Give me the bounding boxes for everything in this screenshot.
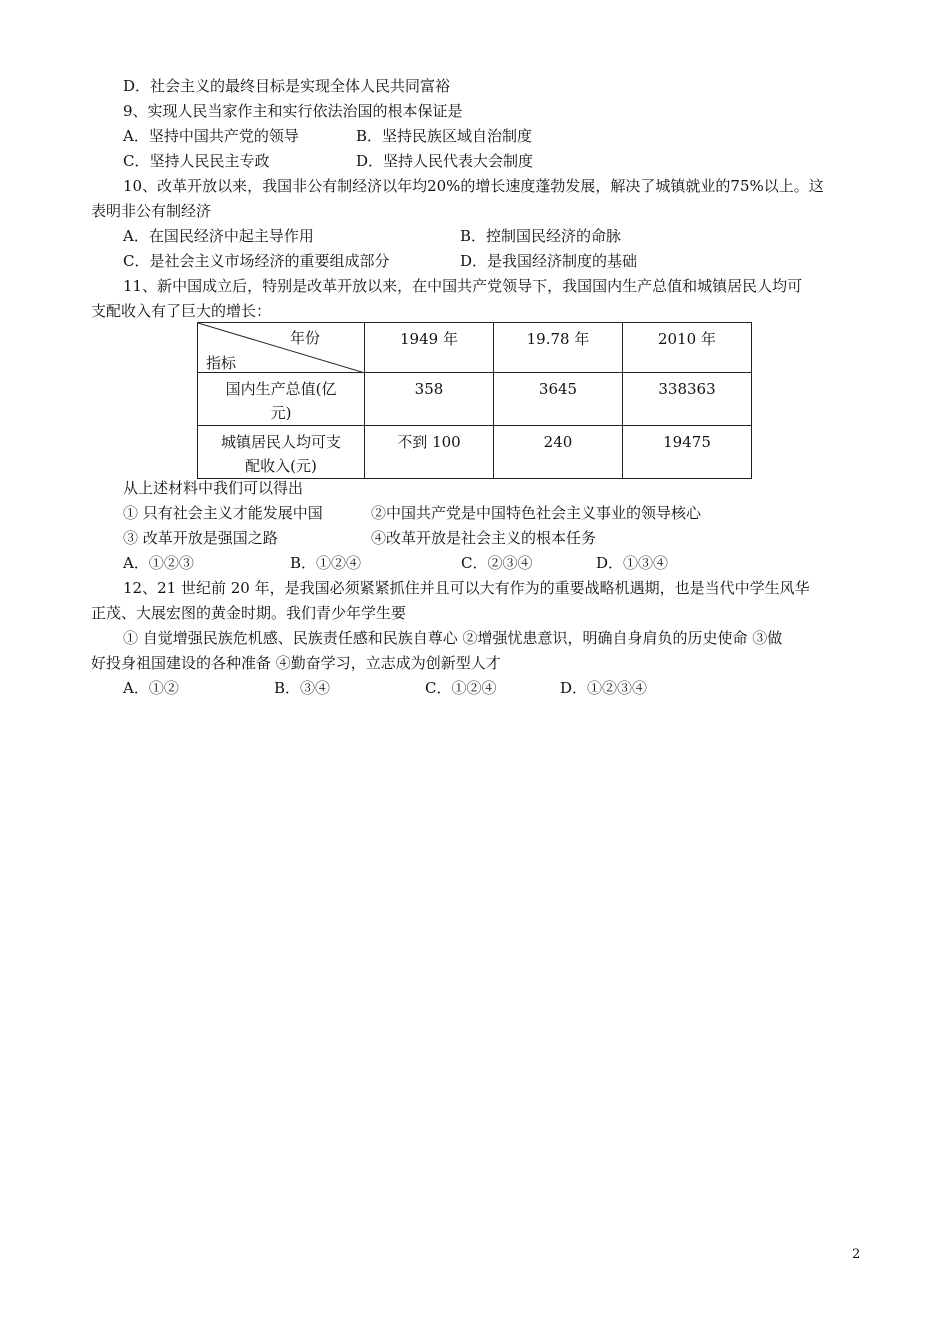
q9-option-b: B．坚持民族区域自治制度 [356,127,533,145]
q11-option-b: B．①②④ [290,554,362,572]
row-label-gdp-line2: 元) [270,404,292,422]
q9-stem: 9、实现人民当家作主和实行依法治国的根本保证是 [123,102,463,120]
year-header-1949: 1949 年 [365,323,494,373]
q11-option-a: A．①②③ [123,554,194,572]
q9-option-c: C．坚持人民民主专政 [123,152,270,170]
gdp-income-table [197,322,752,479]
q12-items-line1: ① 自觉增强民族危机感、民族责任感和民族自尊心 ②增强忧患意识，明确自身肩负的历史使命 ③做 [123,629,783,647]
q12-items-line2: 好投身祖国建设的各种准备 ④勤奋学习，立志成为创新型人才 [91,654,501,672]
q12-option-b: B．③④ [274,679,331,697]
table-row-income [198,426,752,479]
table-row-gdp [198,373,752,426]
q11-option-c: C．②③④ [461,554,533,572]
q11-lead: 从上述材料中我们可以得出 [123,479,304,497]
q9-option-a: A．坚持中国共产党的领导 [123,127,299,145]
q11-item-3: ③ 改革开放是强国之路 [123,529,278,547]
year-header-1978: 19.78 年 [494,323,623,373]
header-indicator-label: 指标 [206,354,237,372]
table-header-row [198,323,752,373]
cell-gdp-1978: 3645 [494,373,623,426]
cell-gdp-2010: 338363 [623,373,752,426]
q10-option-d: D．是我国经济制度的基础 [460,252,638,270]
year-header-2010: 2010 年 [623,323,752,373]
q12-stem-line2: 正茂、大展宏图的黄金时期。我们青少年学生要 [91,604,407,622]
q9-option-d: D．坚持人民代表大会制度 [356,152,534,170]
q11-option-d: D．①③④ [596,554,669,572]
cell-income-1949: 不到 100 [365,426,494,479]
row-label-gdp [198,373,365,426]
cell-gdp-1949: 358 [365,373,494,426]
q11-item-4: ④改革开放是社会主义的根本任务 [371,529,597,547]
q12-option-c: C．①②④ [425,679,497,697]
table-diagonal-header-cell [198,323,365,373]
row-label-gdp-line1: 国内生产总值(亿 [225,380,337,398]
row-label-income-line2: 配收入(元) [245,457,317,475]
cell-income-1978: 240 [494,426,623,479]
q12-stem-line1: 12、21 世纪前 20 年，是我国必须紧紧抓住并且可以大有作为的重要战略机遇期，也是当代中学生风华 [123,579,810,597]
q12-option-d: D．①②③④ [560,679,648,697]
q10-option-b: B．控制国民经济的命脉 [460,227,622,245]
q11-stem-line2: 支配收入有了巨大的增长： [91,302,272,320]
q8-option-d: D．社会主义的最终目标是实现全体人民共同富裕 [123,77,451,95]
q11-item-1: ① 只有社会主义才能发展中国 [123,504,323,522]
header-year-label: 年份 [290,329,321,347]
q10-stem-line1: 10、改革开放以来，我国非公有制经济以年均20%的增长速度蓬勃发展，解决了城镇就业的75%以上。这 [123,177,824,195]
q11-item-2: ②中国共产党是中国特色社会主义事业的领导核心 [371,504,702,522]
cell-income-2010: 19475 [623,426,752,479]
q11-stem-line1: 11、新中国成立后，特别是改革开放以来，在中国共产党领导下，我国国内生产总值和城镇居民人均可 [123,277,803,295]
q10-stem-line2: 表明非公有制经济 [91,202,212,220]
row-label-income [198,426,365,479]
row-label-income-line1: 城镇居民人均可支 [220,433,341,451]
q12-option-a: A．①② [123,679,179,697]
page-number: 2 [852,1247,861,1262]
q10-option-c: C．是社会主义市场经济的重要组成部分 [123,252,390,270]
q10-option-a: A．在国民经济中起主导作用 [123,227,314,245]
